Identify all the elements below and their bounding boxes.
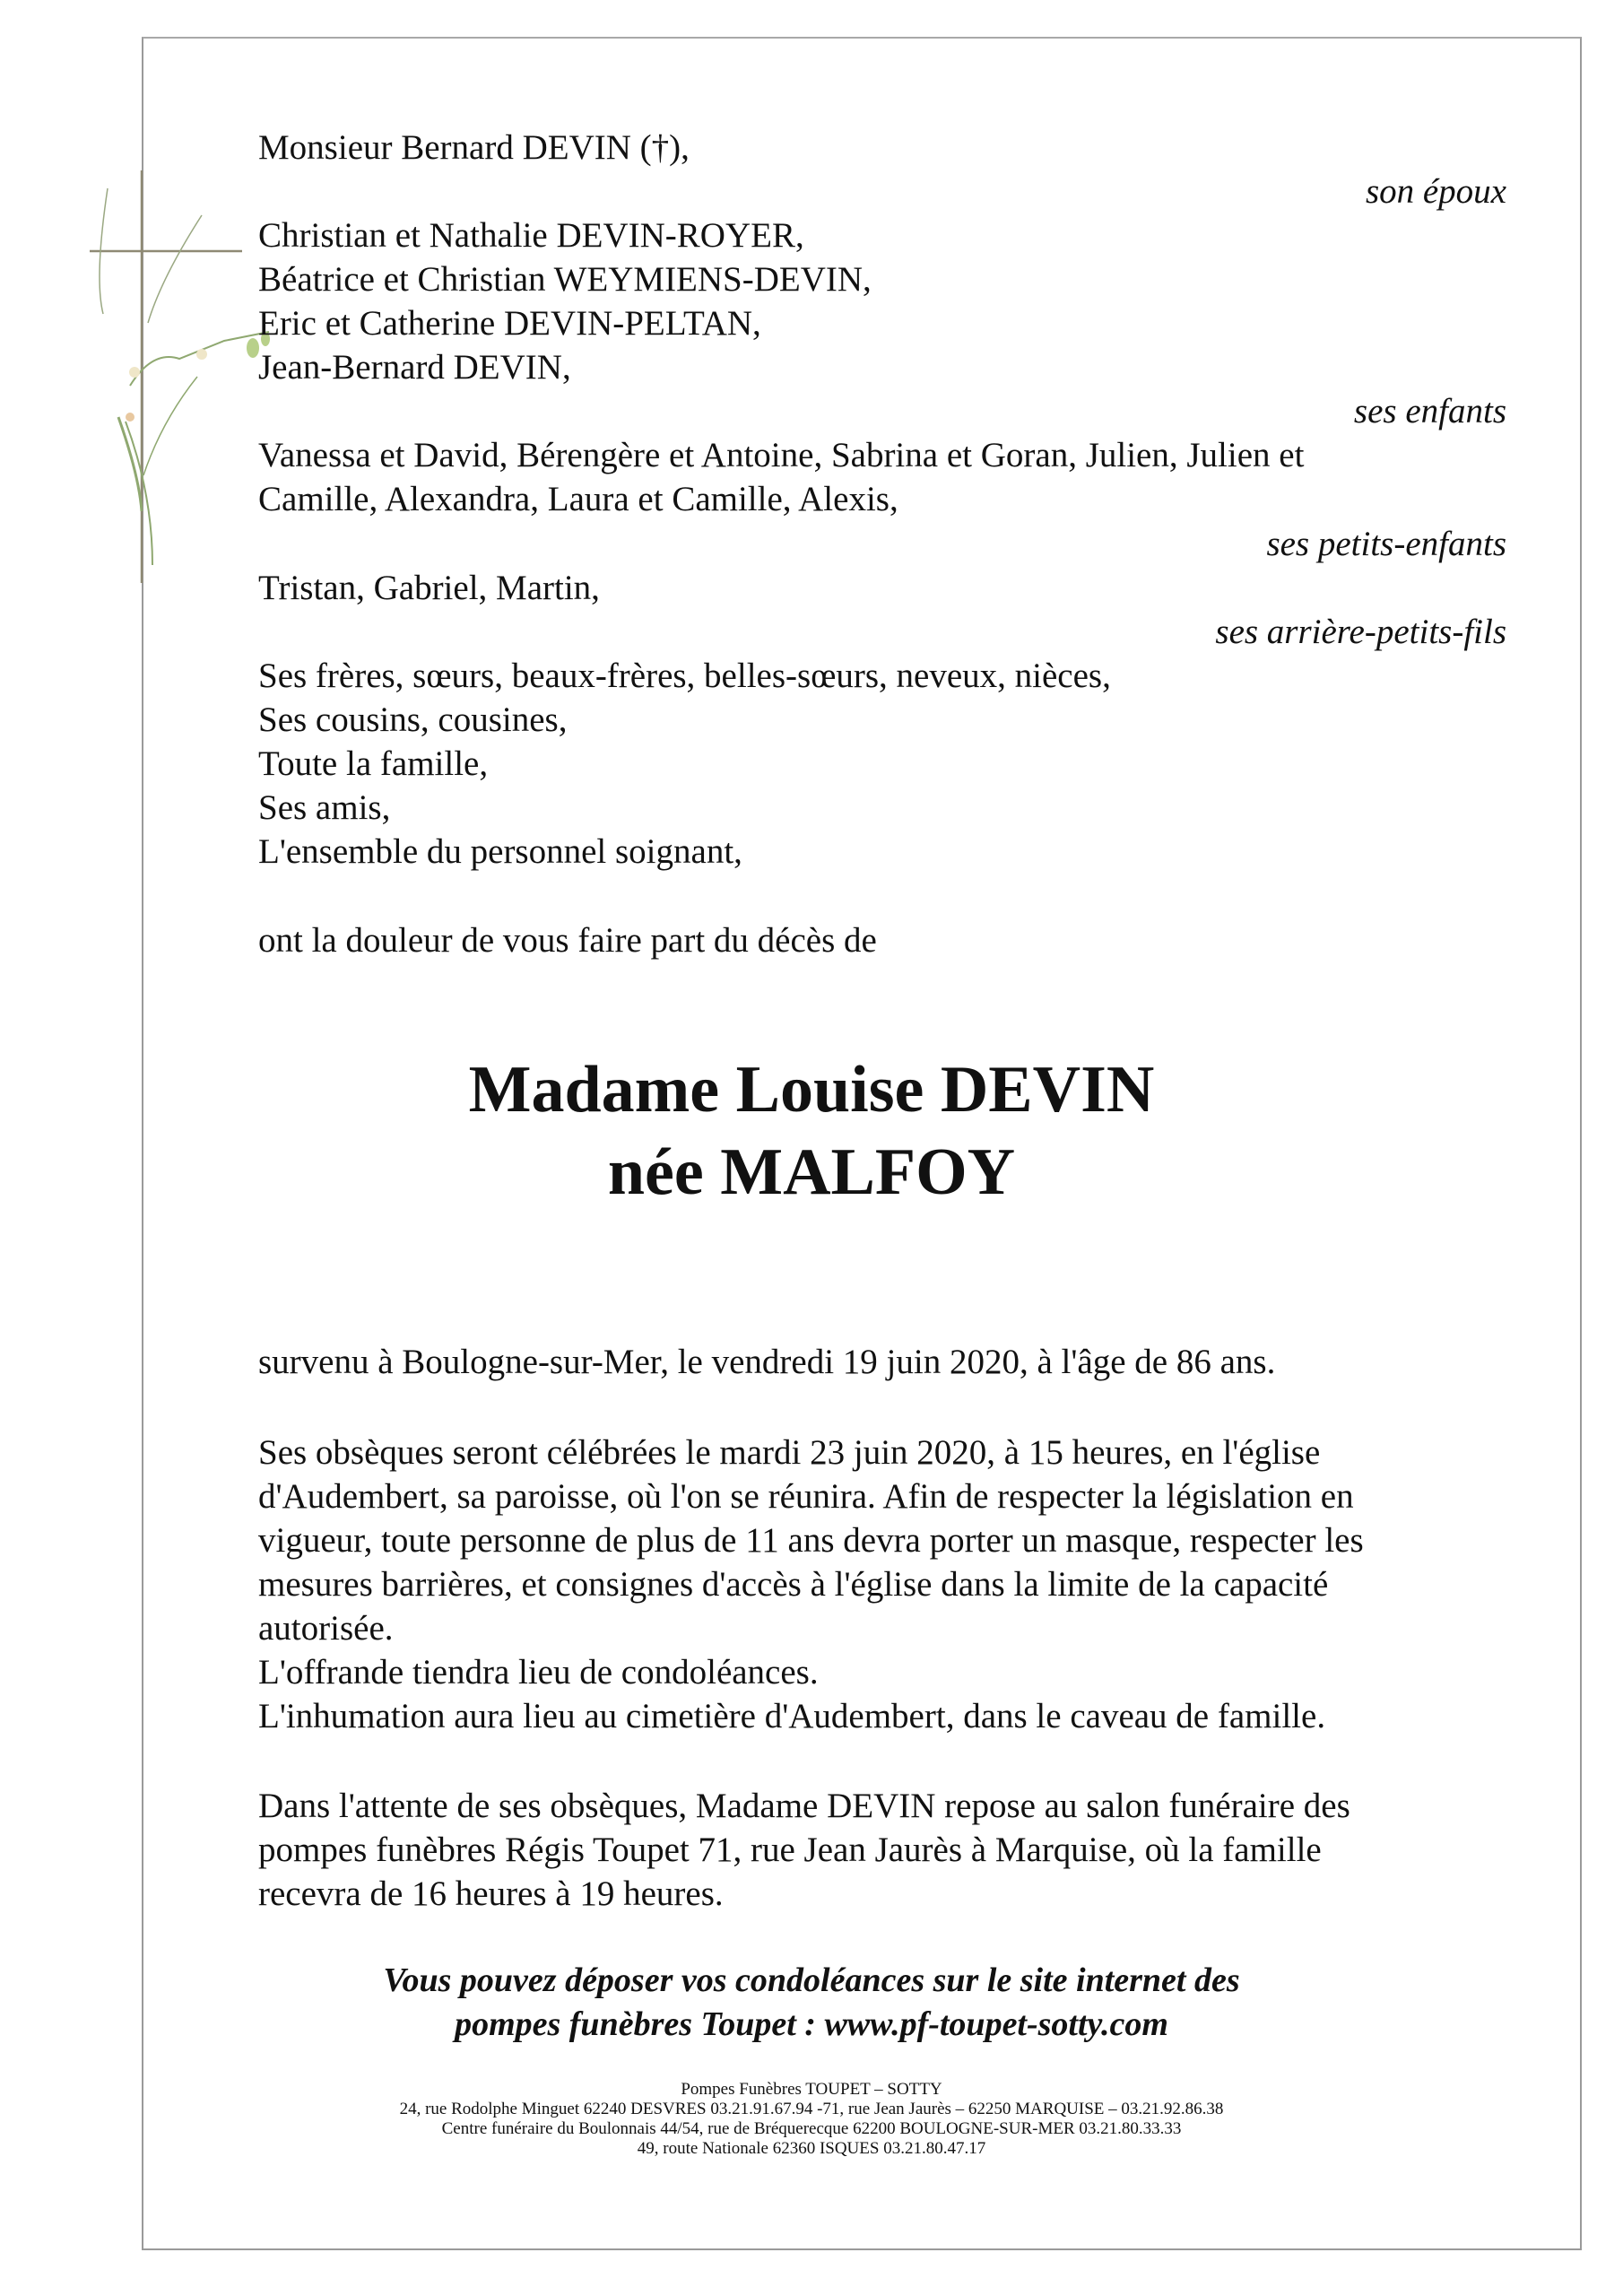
funeral-line: autorisée. [258,1609,394,1648]
rest-line: Dans l'attente de ses obsèques, Madame DEVIN repose au salon funéraire des [258,1787,1350,1825]
funeral-line: d'Audembert, sa paroisse, où l'on se réunira. Afin de respecter la législation en [258,1477,1354,1516]
footer-address: 49, route Nationale 62360 ISQUES 03.21.80.47.17 [637,2139,986,2158]
deceased-maiden-name: née MALFOY [607,1135,1016,1209]
relatives-line: L'ensemble du personnel soignant, [258,832,742,871]
child-line: Eric et Catherine DEVIN-PELTAN, [258,304,761,343]
condolences-line: pompes funèbres Toupet : www.pf-toupet-sotty.com [455,2005,1168,2043]
spouse-line: Monsieur Bernard DEVIN (†), [258,128,690,167]
funeral-line: vigueur, toute personne de plus de 11 ans devra porter un masque, respecter les [258,1521,1364,1560]
great-grandchildren-label: ses arrière-petits-fils [1215,613,1506,651]
funeral-line: L'offrande tiendra lieu de condoléances. [258,1653,819,1692]
rest-line: pompes funèbres Régis Toupet 71, rue Jean Jaurès à Marquise, où la famille [258,1831,1322,1869]
relatives-line: Toute la famille, [258,744,489,783]
child-line: Béatrice et Christian WEYMIENS-DEVIN, [258,260,872,299]
funeral-line: L'inhumation aura lieu au cimetière d'Audembert, dans le caveau de famille. [258,1697,1326,1735]
relatives-line: Ses frères, sœurs, beaux-frères, belles-sœurs, neveux, nièces, [258,657,1111,695]
footer-address: 24, rue Rodolphe Minguet 62240 DESVRES 03.21.91.67.94 -71, rue Jean Jaurès – 62250 MARQUISE – 03.21.92.86.38 [399,2100,1224,2118]
rest-line: recevra de 16 heures à 19 heures. [258,1874,724,1913]
child-line: Jean-Bernard DEVIN, [258,348,571,387]
death-notice: survenu à Boulogne-sur-Mer, le vendredi 19 juin 2020, à l'âge de 86 ans. [258,1343,1276,1381]
funeral-line: Ses obsèques seront célébrées le mardi 23 juin 2020, à 15 heures, en l'église [258,1433,1321,1472]
grandchildren-label: ses petits-enfants [1266,525,1506,563]
child-line: Christian et Nathalie DEVIN-ROYER, [258,216,804,255]
relatives-line: Ses cousins, cousines, [258,700,568,739]
spouse-label: son époux [1365,172,1506,211]
grandchildren-line: Vanessa et David, Bérengère et Antoine, Sabrina et Goran, Julien, Julien et [258,436,1305,474]
footer-address: Centre funéraire du Boulonnais 44/54, rue de Bréquerecque 62200 BOULOGNE-SUR-MER 03.21.80.33.33 [441,2119,1182,2138]
grandchildren-line: Camille, Alexandra, Laura et Camille, Alexis, [258,480,898,518]
footer-company: Pompes Funèbres TOUPET – SOTTY [681,2080,942,2099]
children-label: ses enfants [1353,392,1506,430]
deceased-name: Madame Louise DEVIN [468,1053,1155,1126]
funeral-line: mesures barrières, et consignes d'accès à l'église dans la limite de la capacité [258,1565,1329,1604]
great-grandchildren-line: Tristan, Gabriel, Martin, [258,569,600,607]
condolences-line: Vous pouvez déposer vos condoléances sur le site internet des [383,1961,1240,1999]
relatives-line: Ses amis, [258,788,391,827]
announcement-text: ont la douleur de vous faire part du décès de [258,921,877,960]
